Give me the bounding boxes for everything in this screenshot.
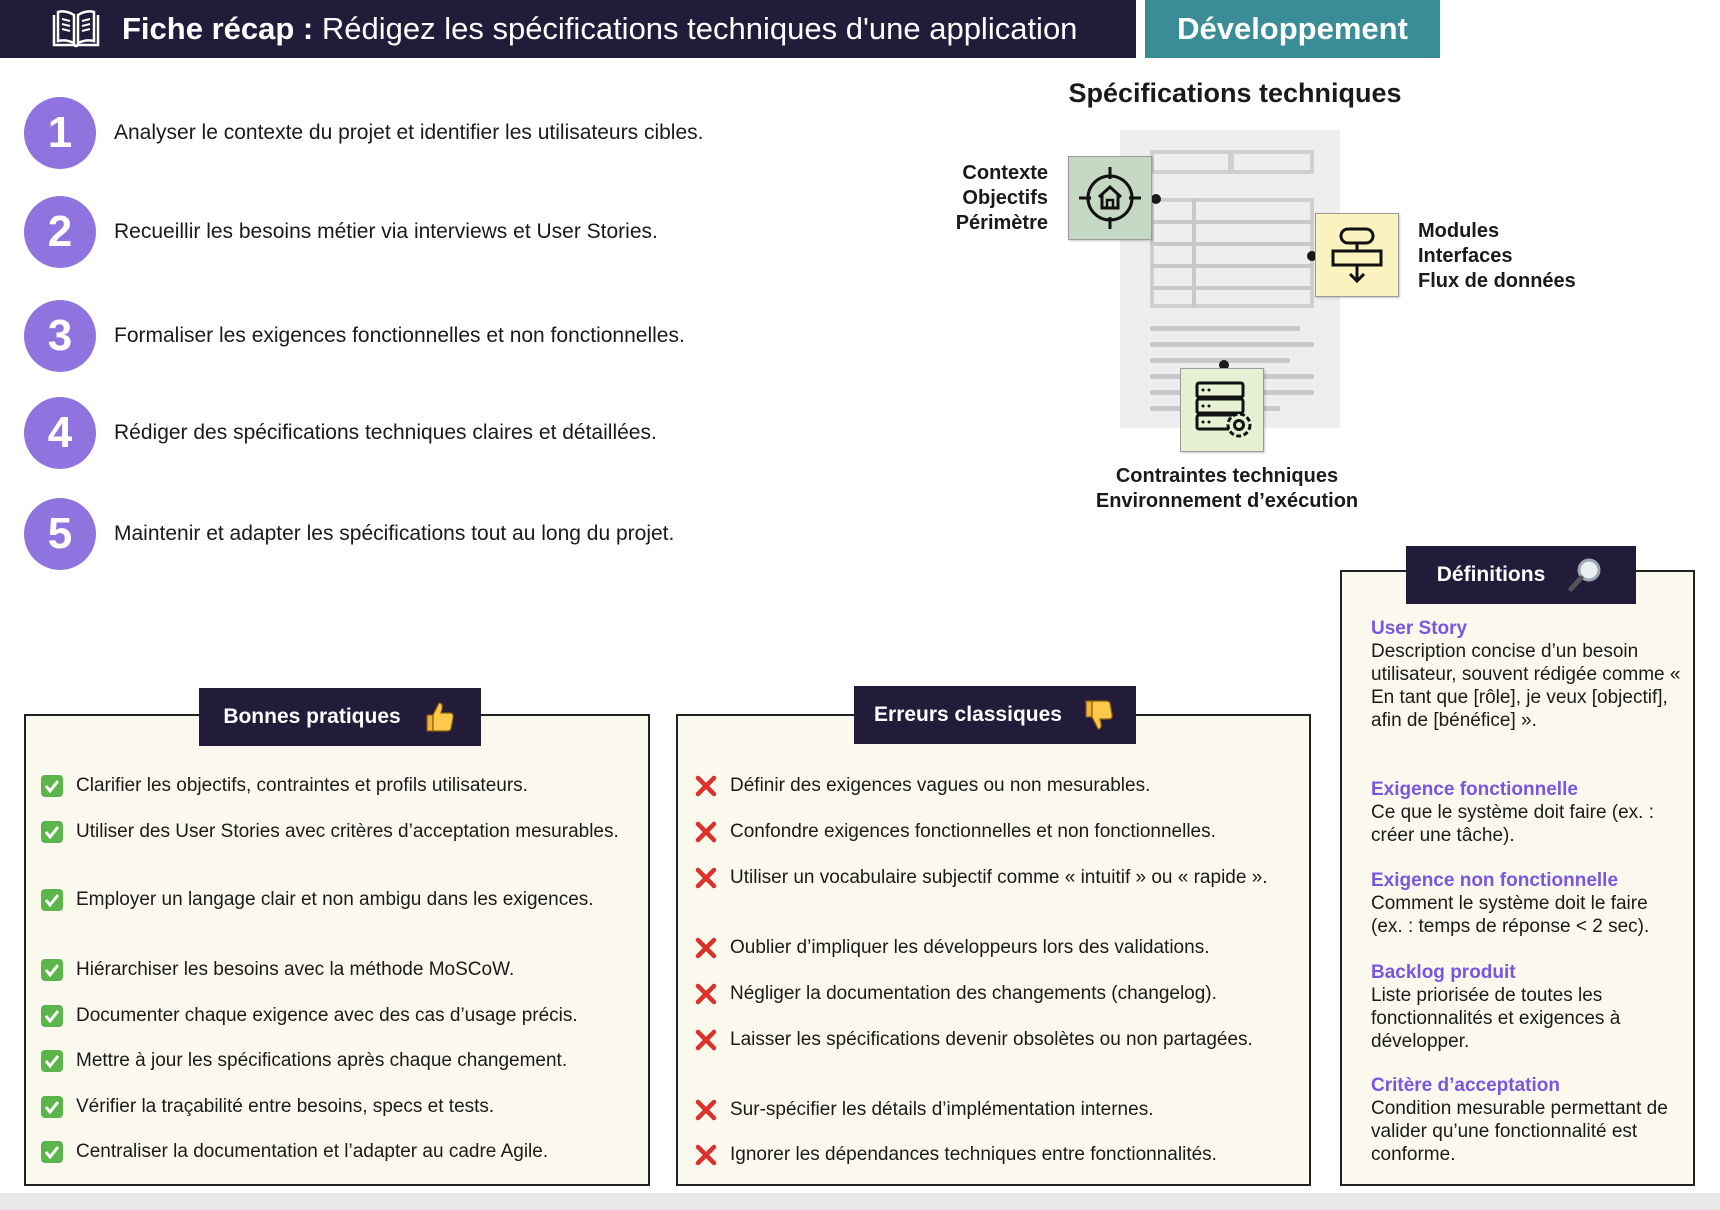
step-number: 4 <box>24 397 96 469</box>
step-text: Analyser le contexte du projet et identifier les utilisateurs cibles. <box>114 121 704 144</box>
definition-term: User Story <box>1371 618 1468 639</box>
definition-item <box>1371 962 1681 1053</box>
check-icon <box>40 1095 64 1119</box>
bottom-labels: Contraintes techniques Environnement d’exécution <box>1095 465 1359 512</box>
good-practice-item <box>40 1004 620 1028</box>
definition-text: Description concise d’un besoin utilisateur, souvent rédigée comme « En tant que [rôle], je veux [objectif], afin de [bénéfice] ». <box>1371 641 1681 731</box>
check-icon <box>40 1140 64 1164</box>
definition-item <box>1371 779 1681 847</box>
classic-error-text: Sur-spécifier les détails d’implémentation internes. <box>730 1099 1154 1120</box>
bottom-strip <box>0 1193 1720 1210</box>
header-bar <box>0 0 1136 58</box>
good-practice-text: Vérifier la traçabilité entre besoins, specs et tests. <box>76 1096 495 1117</box>
thumbs-up-icon <box>421 699 457 735</box>
classic-error-item <box>694 820 1269 844</box>
step-number: 2 <box>24 196 96 268</box>
step-4 <box>24 397 657 469</box>
step-text: Recueillir les besoins métier via interviews et User Stories. <box>114 220 658 243</box>
cross-icon <box>694 982 718 1006</box>
definition-text: Liste priorisée de toutes les fonctionnalités et exigences à développer. <box>1371 985 1621 1052</box>
flow-box <box>1315 213 1399 297</box>
good-practice-text: Employer un langage clair et non ambigu dans les exigences. <box>76 889 594 910</box>
thumbs-down-icon <box>1080 697 1116 733</box>
classic-errors-header: Erreurs classiques <box>854 686 1136 744</box>
step-5 <box>24 498 674 570</box>
classic-error-text: Ignorer les dépendances techniques entre fonctionnalités. <box>730 1144 1217 1165</box>
good-practice-item <box>40 820 620 844</box>
server-settings-icon <box>1187 377 1257 443</box>
good-practice-item <box>40 1140 620 1164</box>
cross-icon <box>694 1028 718 1052</box>
step-3 <box>24 300 685 372</box>
classic-error-text: Oublier d’impliquer les développeurs lors des validations. <box>730 937 1210 958</box>
step-number: 3 <box>24 300 96 372</box>
diagram-title: Spécifications techniques <box>1068 78 1402 108</box>
check-icon <box>40 888 64 912</box>
flowchart-icon <box>1327 223 1387 287</box>
classic-error-item <box>694 982 1269 1006</box>
good-practice-item <box>40 958 620 982</box>
page-title: Fiche récap : Rédigez les spécifications techniques d'une application <box>122 11 1078 46</box>
good-practice-item <box>40 888 620 912</box>
magnifier-icon <box>1567 556 1605 594</box>
definition-term: Exigence non fonctionnelle <box>1371 870 1619 891</box>
definition-item <box>1371 618 1681 732</box>
definition-item <box>1371 1075 1681 1166</box>
definition-text: Comment le système doit le faire (ex. : temps de réponse < 2 sec). <box>1371 893 1650 937</box>
right-labels: Modules Interfaces Flux de données <box>1418 220 1576 292</box>
cross-icon <box>694 774 718 798</box>
good-practice-text: Utiliser des User Stories avec critères d’acceptation mesurables. <box>76 821 619 842</box>
classic-error-item <box>694 774 1269 798</box>
step-text: Rédiger des spécifications techniques claires et détaillées. <box>114 421 657 444</box>
good-practice-item <box>40 1095 620 1119</box>
check-icon <box>40 1049 64 1073</box>
good-practice-text: Documenter chaque exigence avec des cas d’usage précis. <box>76 1005 578 1026</box>
cross-icon <box>694 820 718 844</box>
good-practice-text: Hiérarchiser les besoins avec la méthode MoSCoW. <box>76 959 515 980</box>
good-practice-item <box>40 774 620 798</box>
classic-error-text: Confondre exigences fonctionnelles et non fonctionnelles. <box>730 821 1216 842</box>
step-2 <box>24 196 658 268</box>
classic-error-item <box>694 1143 1269 1167</box>
target-home-icon <box>1075 163 1145 233</box>
step-number: 5 <box>24 498 96 570</box>
step-1 <box>24 97 703 169</box>
cross-icon <box>694 1098 718 1122</box>
definition-term: Critère d’acceptation <box>1371 1075 1560 1096</box>
good-practice-text: Centraliser la documentation et l’adapter au cadre Agile. <box>76 1141 549 1162</box>
step-number: 1 <box>24 97 96 169</box>
definitions-header: Définitions <box>1406 546 1636 604</box>
step-text: Maintenir et adapter les spécifications tout au long du projet. <box>114 522 675 545</box>
classic-error-item <box>694 1098 1269 1122</box>
target-box <box>1068 156 1152 240</box>
check-icon <box>40 958 64 982</box>
cross-icon <box>694 866 718 890</box>
step-text: Formaliser les exigences fonctionnelles et non fonctionnelles. <box>114 324 685 347</box>
check-icon <box>40 820 64 844</box>
category-tag: Développement <box>1145 0 1440 58</box>
cross-icon <box>694 936 718 960</box>
good-practice-item <box>40 1049 620 1073</box>
good-practice-text: Clarifier les objectifs, contraintes et profils utilisateurs. <box>76 775 528 796</box>
classic-error-item <box>694 1028 1269 1052</box>
definition-text: Condition mesurable permettant de valider qu’une fonctionnalité est conforme. <box>1371 1098 1668 1165</box>
good-practice-text: Mettre à jour les spécifications après chaque changement. <box>76 1050 568 1071</box>
classic-error-text: Laisser les spécifications devenir obsolètes ou non partagées. <box>730 1029 1253 1050</box>
classic-error-text: Négliger la documentation des changements (changelog). <box>730 983 1217 1004</box>
connector-dot <box>1151 194 1161 204</box>
classic-error-item <box>694 866 1269 890</box>
left-labels: Contexte Objectifs Périmètre <box>955 162 1048 234</box>
good-practices-header: Bonnes pratiques <box>199 688 481 746</box>
definition-item <box>1371 870 1681 938</box>
classic-error-text: Utiliser un vocabulaire subjectif comme « intuitif » ou « rapide ». <box>730 867 1268 888</box>
definition-term: Backlog produit <box>1371 962 1516 983</box>
definition-term: Exigence fonctionnelle <box>1371 779 1578 800</box>
cross-icon <box>694 1143 718 1167</box>
book-icon <box>50 9 102 49</box>
check-icon <box>40 774 64 798</box>
definition-text: Ce que le système doit faire (ex. : créer une tâche). <box>1371 802 1655 846</box>
check-icon <box>40 1004 64 1028</box>
classic-error-item <box>694 936 1269 960</box>
classic-error-text: Définir des exigences vagues ou non mesurables. <box>730 775 1151 796</box>
server-box <box>1180 368 1264 452</box>
